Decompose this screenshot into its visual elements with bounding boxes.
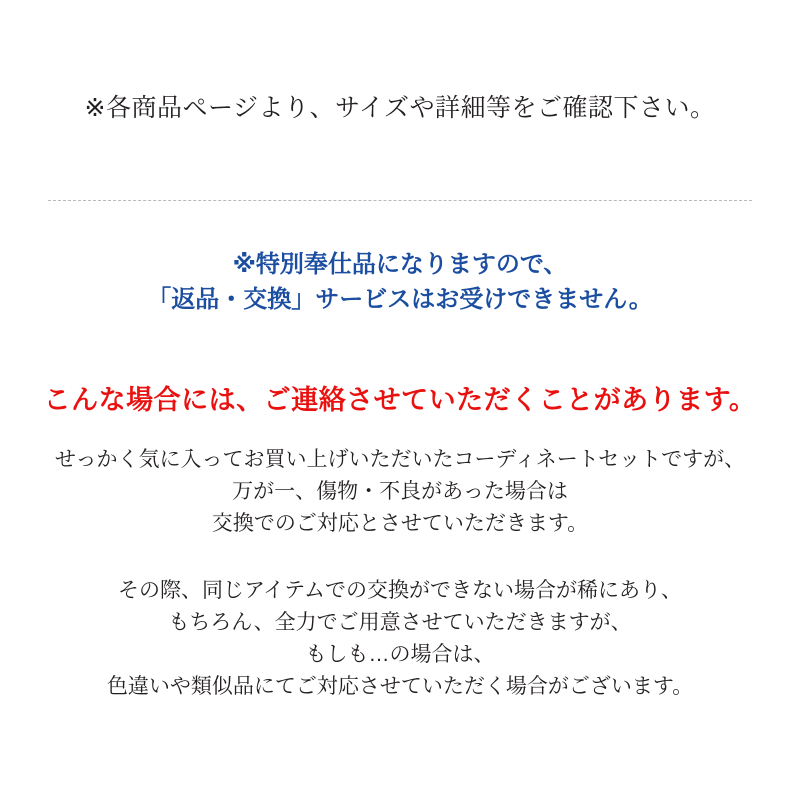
paragraph-two (0, 575, 800, 703)
paragraph-two-line-4: 色違いや類似品にてご対応させていただく場合がございます。 (106, 674, 694, 698)
top-notice-text: ※各商品ページより、サイズや詳細等をご確認下さい。 (84, 94, 716, 122)
paragraph-one-line-3: 交換でのご対応とさせていただきます。 (211, 511, 589, 535)
blue-notice-line-2: 「返品・交換」サービスはお受けできません。 (147, 285, 653, 313)
paragraph-one (0, 444, 800, 540)
paragraph-one-line-2: 万が一、傷物・不良があった場合は (232, 479, 568, 503)
blue-notice-block (0, 248, 800, 318)
dashed-divider (48, 200, 752, 201)
paragraph-two-line-3: もしも…の場合は、 (305, 642, 495, 666)
red-heading-text: こんな場合には、ご連絡させていただくことがあります。 (43, 385, 757, 415)
blue-notice-line-1: ※特別奉仕品になりますので、 (232, 251, 568, 278)
paragraph-one-line-1: せっかく気に入ってお買い上げいただいたコーディネートセットですが、 (54, 448, 746, 471)
paragraph-two-line-2: もちろん、全力でご用意させていただきますが、 (168, 610, 632, 634)
paragraph-two-line-1: その際、同じアイテムでの交換ができない場合が稀にあり、 (117, 579, 683, 602)
